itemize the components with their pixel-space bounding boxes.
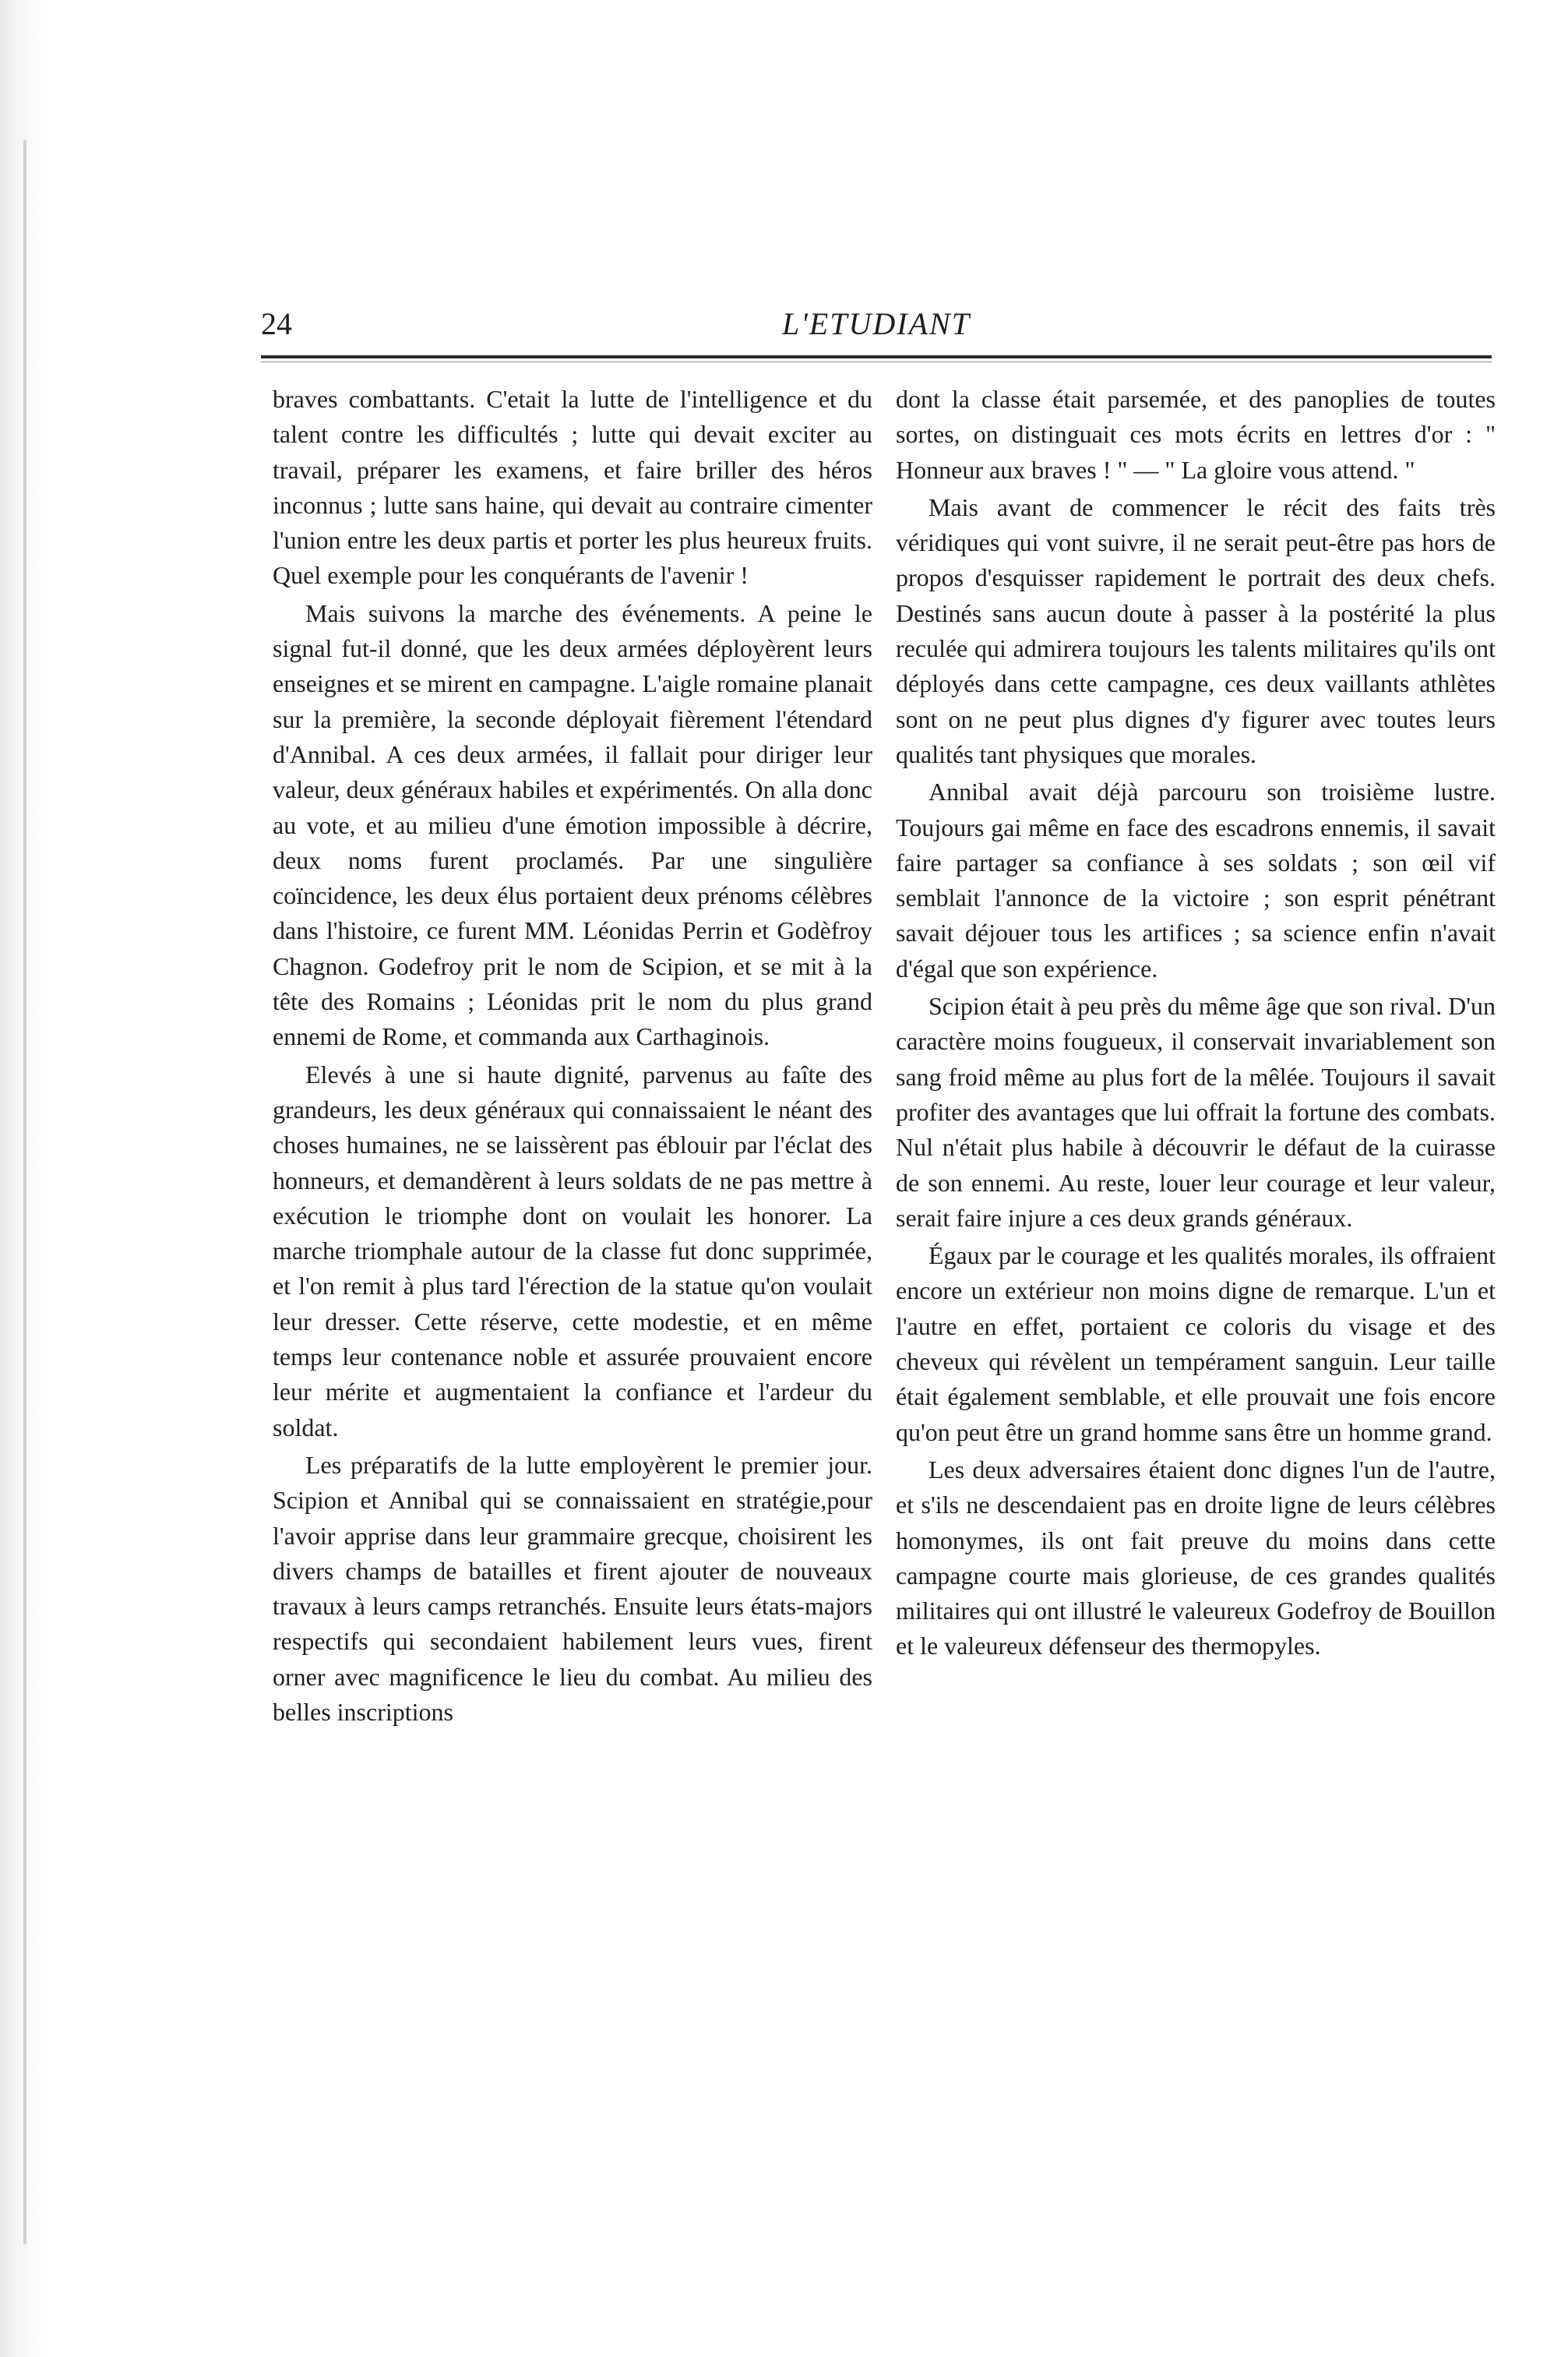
paragraph: Scipion était à peu près du même âge que son rival. D'un caractère moins fougueux, il conservait invariablement son sang froid même au plus fort de la mêlée. Toujours il savait profiter des avantages que lui offrait la fortune des combats. Nul n'était plus habile à découvrir le défaut de la cuirasse de son ennemi. Au reste, louer leur courage et leur valeur, serait faire injure a ces deux grands généraux.	[896, 992, 1496, 1232]
running-title: L'ETUDIANT	[782, 306, 971, 341]
left-column	[273, 382, 872, 1732]
page-header	[261, 305, 1492, 349]
paragraph: Égaux par le courage et les qualités morales, ils offraient encore un extérieur non moins digne de remarque. L'un et l'autre en effet, portaient ce coloris du visage et des cheveux qui révèlent un tempérament sanguin. Leur taille était également semblable, et elle prouvait une fois encore qu'on peut être un grand homme sans être un homme grand.	[896, 1241, 1496, 1446]
paragraph: Les préparatifs de la lutte employèrent le premier jour. Scipion et Annibal qui se connaissaient en stratégie,pour l'avoir apprise dans leur grammaire grecque, choisirent les divers champs de batailles et firent ajouter de nouveaux travaux à leurs camps retranchés. Ensuite leurs états-majors respectifs qui secondaient habilement leurs vues, firent orner avec magnificence le lieu du combat. Au milieu des belles inscriptions	[273, 1450, 872, 1726]
binding-shadow	[23, 140, 26, 2244]
paragraph: Mais suivons la marche des événements. A peine le signal fut-il donné, que les deux armées déployèrent leurs enseignes et se mirent en campagne. L'aigle romaine planait sur la première, la seconde déployait fièrement l'étendard d'Annibal. A ces deux armées, il fallait pour diriger leur valeur, deux généraux habiles et expérimentés. On alla donc au vote, et au milieu d'une émotion impossible à décrire, deux noms furent proclamés. Par une singulière coïncidence, les deux élus portaient deux prénoms célèbres dans l'histoire, ce furent MM. Léonidas Perrin et Godèfroy Chagnon. Godefroy prit le nom de Scipion, et se mit à la tête des Romains ; Léonidas prit le nom du plus grand ennemi de Rome, et commanda aux Carthaginois.	[273, 598, 872, 1051]
paragraph: Annibal avait déjà parcouru son troisième lustre. Toujours gai même en face des escadrons ennemis, il savait faire partager sa confiance à ses soldats ; son œil vif semblait l'annonce de la victoire ; son esprit pénétrant savait déjouer tous les artifices ; sa science enfin n'avait d'égal que son expérience.	[896, 778, 1496, 983]
paragraph: Mais avant de commencer le récit des faits très véridiques qui vont suivre, il ne serait peut-être pas hors de propos d'esquisser rapidement le portrait des deux chefs. Destinés sans aucun doute à passer à la postérité la plus reculée qui admirera toujours les talents militaires qu'ils ont déployés dans cette campagne, ces deux vaillants athlètes sont on ne peut plus dignes d'y figurer avec toutes leurs qualités tant physiques que morales.	[896, 492, 1496, 768]
page-number: 24	[261, 306, 292, 341]
paragraph: dont la classe était parsemée, et des panoplies de toutes sortes, on distinguait ces mots écrits en lettres d'or : " Honneur aux braves ! " — " La gloire vous attend. "	[896, 385, 1496, 484]
paragraph: Elevés à une si haute dignité, parvenus au faîte des grandeurs, les deux généraux qui connaissaient le néant des choses humaines, ne se laissèrent pas éblouir par l'éclat des honneurs, et demandèrent à leurs soldats de ne pas mettre à exécution le triomphe dont on voulait les honorer. La marche triomphale autour de la classe fut donc supprimée, et l'on remit à plus tard l'érection de la statue qu'on voulait leur dresser. Cette réserve, cette modestie, et en même temps leur contenance noble et assurée prouvaient encore leur mérite et augmentaient la confiance et l'ardeur du soldat.	[273, 1060, 872, 1441]
right-column	[896, 382, 1496, 1667]
paragraph: Les deux adversaires étaient donc dignes l'un de l'autre, et s'ils ne descendaient pas en droite ligne de leurs célèbres homonymes, ils ont fait preuve du moins dans cette campagne courte mais glorieuse, de ces grandes qualités militaires qui ont illustré le valeureux Godefroy de Bouillon et le valeureux défenseur des thermopyles.	[896, 1455, 1496, 1660]
page-binding-edge	[0, 0, 47, 2357]
header-rule	[261, 355, 1492, 358]
paragraph: braves combattants. C'etait la lutte de l'intelligence et du talent contre les difficultés ; lutte qui devait exciter au travail, préparer les examens, et faire briller des héros inconnus ; lutte sans haine, qui devait au contraire cimenter l'union entre les deux partis et porter les plus heureux fruits. Quel exemple pour les conquérants de l'avenir !	[273, 385, 872, 590]
